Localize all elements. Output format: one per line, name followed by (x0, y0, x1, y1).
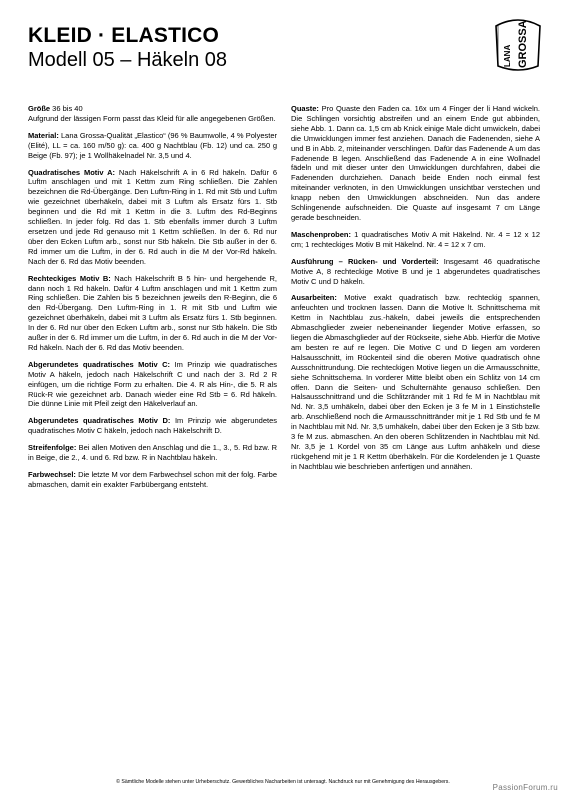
section-heading: Ausführung – Rücken- und Vorderteil: (291, 256, 439, 266)
section-text: Pro Quaste den Faden ca. 16x um 4 Finger der li Hand wickeln. Die Schlingen vorsichtig abstreifen und an einem Ende gut abbinden, siehe Abb. 1. Dann ca. 1,5 cm ab Knick einige Male dicht umwickeln, dabei die Umwicklungen immer fest anziehen. Danach die Fadenenden, siehe A und B in Abb. 2, miteinander verschlingen. Dafür das Fadenende A um das Fadenende B legen. Anschließend das Fadenende A in eine Wollnadel fädeln und mit dieser unter den Umwicklungen durchfahren, dabei die Fadenenden durchziehen. Danach beide Enden noch einmal fest miteinander verknoten, in den Umwicklungen unsichtbar verstechen und knapp neben den Umwicklungen abschneiden. Nun das andere Schlingenende aufschneiden. Die Quaste auf insgesamt 7 cm Länge gerade beschneiden. (291, 104, 540, 222)
section-gauge (291, 230, 540, 250)
section-heading: Farbwechsel: (28, 470, 76, 479)
section-text: 1 quadratisches Motiv A mit Häkelnd. Nr. 4 = 12 x 12 cm; 1 rechteckiges Motiv B mit Häkelnd. Nr. 4 = 12 x 7 cm. (291, 229, 540, 249)
document-subtitle: Modell 05 – Häkeln 08 (28, 49, 228, 71)
section-text: Im Prinzip wie quadratisches Motiv A häkeln, jedoch nach Häkelschrift C und nach der 3. Rd 2 R einfügen, um die richtige Form zu erhalten. Die 4. R als Hin-, die 5. R als Rück-R wie gezeichnet arb. Danach wieder eine Rd Stb = 6. Rd häkeln. Die dünne Linie mit Pfeil zeigt den Häkelverlauf an. (28, 359, 277, 409)
section-execution (291, 257, 540, 287)
section-heading: Abgerundetes quadratisches Motiv C: (28, 359, 171, 369)
section-tassel (291, 104, 540, 223)
section-motif-c (28, 360, 277, 410)
section-text: Insgesamt 46 quadratische Motive A, 8 rechteckige Motive B und je 1 abgerundetes quadratisches Motiv C und D häkeln. (291, 256, 540, 286)
section-size (28, 104, 277, 124)
right-column (291, 104, 540, 479)
lana-grossa-logo (492, 14, 544, 74)
svg-text:GROSSA: GROSSA (517, 20, 529, 68)
section-text: Nach Häkelschrift B 5 hin- und hergehende R, dann noch 1 Rd häkeln. Dafür 4 Luftm anschlagen und mit 1 Kettm zum Ring schließen. Die Zahlen bis 5 bezeichnen jeweils den R-Beginn, die 6 den Rd-Übergang. Den Luftm-Ring in 1. R mit Stb und Luftm wie gezeichnet überhäkeln, dabei mit 3 Luftm als Ersatz fürs 1. Stb beginnen. In der 6. Rd nur über den Ecken Luftm arb., sonst nur Stb häkeln. Die Stb außer in der 6. Rd immer um die Luftm, in der 6. Rd auch in die M der Vor-Rd häkeln. Nach der 6. Rd das Motiv beenden. (28, 273, 277, 352)
section-heading: Quadratisches Motiv A: (28, 167, 116, 177)
document-title: KLEID · ELASTICO (28, 24, 220, 47)
section-text: Die letzte M vor dem Farbwechsel schon mit der folg. Farbe abmaschen, damit ein exakter Farbübergang entsteht. (28, 470, 277, 489)
section-stripe-sequence (28, 443, 277, 463)
section-finishing (291, 293, 540, 471)
section-text: Nach Häkelschrift A in 6 Rd häkeln. Dafür 6 Luftm anschlagen und mit 1 Kettm zum Ring schließen. Die Zahlen bezeichnen die Rd-Übergänge. Den Luftm-Ring in 1. Rd mit Stb und Luftm wie gezeichnet überhäkeln, dabei mit 3 Luftm als Ersatz fürs 1. Stb beginnen und die Rd mit 1 Kettm in die 3. Luftm des Rd-Beginns schließen. In jeder folg. Rd das 1. Stb ebenfalls immer durch 3 Luftm ersetzen und jede Rd genauso mit 1 Kettm schließen. In der 6. Rd nur über den Ecken Luftm arb., sonst nur Stb häkeln. Die Stb außer in der 6. Rd immer um die Luftm, in der 6. Rd auch in die M der Vor-Rd häkeln. Nach der 6. Rd das Motiv beenden. (28, 167, 277, 266)
copyright-footer: © Sämtliche Modelle stehen unter Urheberschutz. Gewerbliches Nacharbeiten ist untersagt. Nachdruck nur mit Genehmigung des Herausgebers. (116, 779, 450, 785)
section-heading: Material: (28, 130, 59, 140)
section-material (28, 131, 277, 161)
section-text: Im Prinzip wie abgerundetes quadratisches Motiv C häkeln, jedoch nach Häkelschrift D. (28, 416, 277, 436)
section-heading: Maschenproben: (291, 229, 352, 239)
section-text: 36 bis 40 Aufgrund der lässigen Form passt das Kleid für alle angegebenen Größen. (28, 104, 276, 123)
section-heading: Ausarbeiten: (291, 293, 337, 303)
svg-text:LANA: LANA (503, 44, 512, 67)
watermark: PassionForum.ru (492, 783, 558, 792)
section-motif-b (28, 274, 277, 353)
section-heading: Größe (28, 104, 51, 113)
section-motif-d (28, 416, 277, 436)
left-column (28, 104, 277, 497)
section-text: Motive exakt quadratisch bzw. rechteckig spannen, anfeuchten und trocknen lassen. Dann die Motive lt. Schnittschema mit Kettm in Nachtblau zus.-häkeln, dabei jeweils die entsprechenden Abmaschglieder zweier nebeneinander liegender Motive erfassen, so liegen die Abmaschglieder auf der Rückseite, siehe Abb. Hierfür die Motive am besten re auf re legen. Die Motive C und D liegen am vorderen Halsausschnitt, im Rückenteil sind die oberen Motive quadratisch ohne Ausschnittrundung. Die rechteckigen Motive liegen un die Armausschnitte, siehe Schnittschema. In vorderer Mitte bleibt oben ein Schlitz von 14 cm offen. Dann die Seiten- und Schulternähte genauso schließen. Den Halsausschnittrand und die Schlitzränder mit 1 Rd fe M in Nachtblau mit Nd. Nr. 3,5 umhäkeln, dabei über den Ecken je 3 fe M in 1 Einstichstelle arb. Anschließend noch die Armausschnittränder mit je 1 Rd Stb und fe M in Nachtblau mit Nd. Nr. 3,5 umhäkeln, dabei über den Ecken je 3 Stb bzw. 3 fe M zus. abmaschen. An den oberen Schlitzenden in Nachtblau mit Nd. Nr. 3,5 je 1 Kordel von 35 cm Länge aus Luftm anhäkeln und diese rückgehend mit je 1 R Kettm überhäkeln. Für die Kordelenden je 1 Quaste in Nachtblau wie beschrieben anfertigen und annähen. (291, 293, 540, 471)
section-heading: Quaste: (291, 104, 319, 113)
section-heading: Rechteckiges Motiv B: (28, 273, 111, 283)
section-heading: Streifenfolge: (28, 443, 77, 453)
section-text: Lana Grossa-Qualität „Elastico“ (96 % Baumwolle, 4 % Polyester (Elité), LL = ca. 160 m/50 g): ca. 400 g Nachtblau (Fb. 12) und ca. 250 g Beige (Fb. 97); je 1 Wollhäkelnadel Nr. 3,5 und 4. (28, 130, 277, 160)
section-heading: Abgerundetes quadratisches Motiv D: (28, 416, 171, 426)
section-motif-a (28, 168, 277, 267)
section-text: Bei allen Motiven den Anschlag und die 1., 3., 5. Rd bzw. R in Beige, die 2., 4. und 6. Rd bzw. R in Nachtblau häkeln. (28, 443, 277, 463)
document-header (28, 24, 227, 72)
section-color-change (28, 470, 277, 490)
